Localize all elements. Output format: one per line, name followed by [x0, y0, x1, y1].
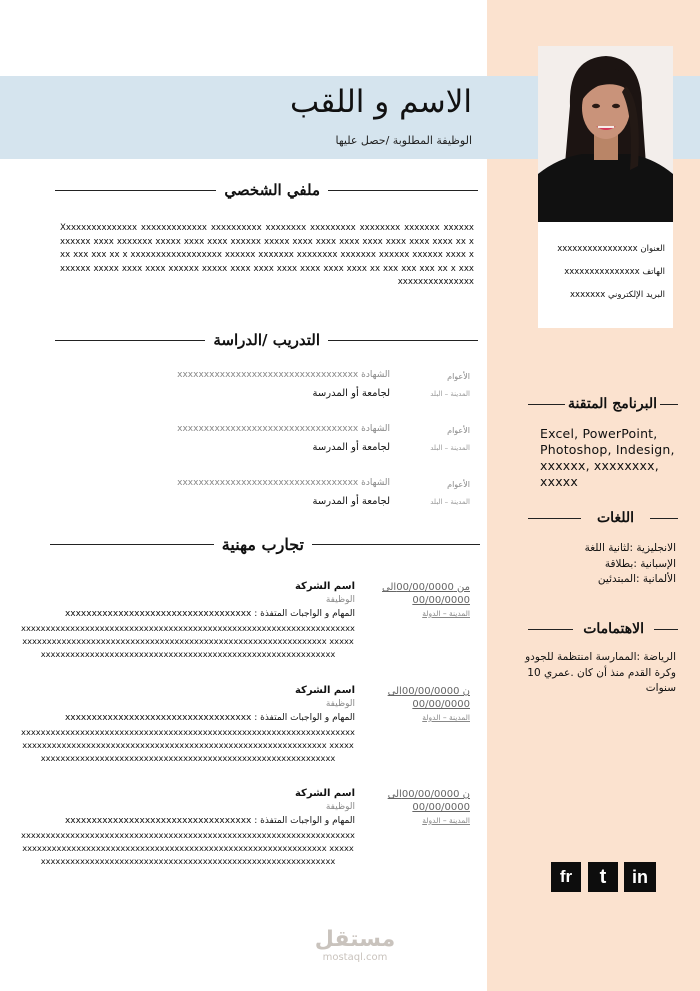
language-item: الإسبانية :بطلاقة: [604, 557, 676, 570]
divider-line: [654, 629, 678, 630]
education-item: [170, 372, 470, 406]
language-item: الألمانية :المبتدئين: [597, 573, 676, 585]
job-dates: [380, 581, 470, 620]
job-to: 00/00/0000: [412, 595, 470, 606]
experience-heading: [50, 535, 480, 554]
languages-heading-label: اللغات: [597, 510, 634, 526]
job-role: الوظيفة: [325, 595, 355, 605]
job-role: الوظيفة: [325, 802, 355, 812]
divider-line: [528, 629, 573, 630]
job-from: من 00/00/0000الى: [382, 582, 470, 593]
divider-line: [312, 544, 480, 545]
languages-list: [560, 541, 676, 588]
job-dates: [380, 685, 470, 724]
job-description: xxxxxxxxxxxxxxxxxxxxxxxxxxxxxxxxxxxxxxxxxxxxxxxxxxxxxxxxxxxxxxxxxxxx xxxxxxxxxxxxxxxxxxxxxxxxxxxxxxxxxxxxxxxxxxxxxxxxxxxxxxxxxxxxxx xxxxxxxxxxxxxxxxxxxxxxxxxxxxxxxxxxxxxxxxxxxxxxxxxxxxxxxxxxxxxxxxx: [21, 830, 355, 867]
edu-school: لجامعة أو المدرسة: [312, 388, 390, 399]
facebook-icon[interactable]: fr: [551, 862, 581, 892]
job-from: ن 00/00/0000الى: [387, 789, 470, 800]
job-from: ن 00/00/0000الى: [387, 686, 470, 697]
education-item: [170, 480, 470, 514]
person-portrait: [538, 46, 673, 222]
job-city: المدينة – الدولة: [422, 713, 470, 722]
job-role: الوظيفة: [325, 699, 355, 709]
education-heading-label: التدريب /الدراسة: [213, 331, 320, 349]
job-to: 00/00/0000: [412, 802, 470, 813]
divider-line: [55, 340, 205, 341]
languages-heading: [528, 510, 678, 526]
edu-city: المدينة – البلد: [430, 444, 470, 452]
profile-heading: [55, 181, 478, 199]
hobbies-heading: [528, 621, 678, 637]
hobbies-text: الرياضة :الممارسة امنتظمة للجودو وكرة القدم منذ أن كان .عمري 10 سنوات: [525, 651, 676, 694]
profile-photo: [538, 46, 673, 222]
edu-school: لجامعة أو المدرسة: [312, 442, 390, 453]
job-description: xxxxxxxxxxxxxxxxxxxxxxxxxxxxxxxxxxxxxxxxxxxxxxxxxxxxxxxxxxxxxxxxxxxx xxxxxxxxxxxxxxxxxxxxxxxxxxxxxxxxxxxxxxxxxxxxxxxxxxxxxxxxxxxxxx xxxxxxxxxxxxxxxxxxxxxxxxxxxxxxxxxxxxxxxxxxxxxxxxxxxxxxxxxxxxxxxxx: [21, 623, 355, 660]
edu-years: الأعوام: [447, 426, 470, 435]
software-heading: [528, 396, 678, 412]
job-dates: [380, 788, 470, 827]
software-heading-label: البرنامج المتقنة: [568, 396, 657, 412]
job-company: اسم الشركة: [294, 581, 355, 592]
profile-card: [538, 46, 673, 328]
edu-years: الأعوام: [447, 480, 470, 489]
language-item: الانجليزية :لثانية اللغة: [584, 542, 676, 554]
profile-text: Xxxxxxxxxxxxxxx xxxxxxxxxxxxx xxxxxxxxxx xxxxxxxx xxxxxxxxx xxxxxxxx xxxxxxx xxxxxx xxxxxx xxxx xxxxxxx xxxxx xxxx xxxx xxxxxx xxxxx xxxx xxxx xxxx xxxx xxxx xxxx xxxx xx xxx xxx xxx xx x xxxxxxxxxxxxxxxxxx xxxxxx xxxxxxx xxxxxxxx xxxxxxx xxxxxx xxxxxx xxxx xxxxxxx xxxxx xxxx xxxx xxxxxx xxxxx xxxx xxxx xxxx xxxx xxxx xxxx xx xxx xxx xxx xx x xxxxxxxxxxxxxxxxxx: [60, 223, 474, 287]
edu-degree: الشهادة xxxxxxxxxxxxxxxxxxxxxxxxxxxxxxxxxx: [177, 478, 390, 488]
job-duties: المهام و الواجبات المتفذة : xxxxxxxxxxxxxxxxxxxxxxxxxxxxxxxxxxx: [64, 609, 355, 619]
divider-line: [528, 404, 565, 405]
contact-info: [540, 244, 665, 313]
experience-item: [20, 788, 480, 888]
edu-city: المدينة – البلد: [430, 498, 470, 506]
job-city: المدينة – الدولة: [422, 816, 470, 825]
email-row: البريد الإلكتروني xxxxxxx: [570, 290, 665, 300]
divider-line: [660, 404, 678, 405]
linkedin-icon[interactable]: in: [624, 862, 656, 892]
experience-item: [20, 581, 480, 681]
edu-city: المدينة – البلد: [430, 390, 470, 398]
edu-school: لجامعة أو المدرسة: [312, 496, 390, 507]
job-duties: المهام و الواجبات المتفذة : xxxxxxxxxxxxxxxxxxxxxxxxxxxxxxxxxxx: [64, 816, 355, 826]
watermark-arabic: مستقل: [314, 927, 396, 952]
edu-degree: الشهادة xxxxxxxxxxxxxxxxxxxxxxxxxxxxxxxxxx: [177, 424, 390, 434]
experience-heading-label: تجارب مهنية: [221, 535, 304, 554]
divider-line: [650, 518, 678, 519]
divider-line: [55, 190, 216, 191]
job-city: المدينة – الدولة: [422, 609, 470, 618]
job-title: الوظيفة المطلوبة /حصل عليها: [335, 134, 472, 147]
education-heading: [55, 331, 478, 349]
divider-line: [328, 340, 478, 341]
job-to: 00/00/0000: [412, 699, 470, 710]
watermark-latin: mostaql.com: [322, 952, 388, 963]
job-company: اسم الشركة: [294, 788, 355, 799]
software-list: Excel, PowerPoint, Photoshop, Indesign, xxxxxx, xxxxxxxx, xxxxx: [540, 426, 675, 489]
edu-years: الأعوام: [447, 372, 470, 381]
address-row: العنوان xxxxxxxxxxxxxxxx: [557, 244, 665, 254]
experience-item: [20, 685, 480, 785]
full-name: الاسم و اللقب: [289, 84, 472, 120]
job-description: xxxxxxxxxxxxxxxxxxxxxxxxxxxxxxxxxxxxxxxxxxxxxxxxxxxxxxxxxxxxxxxxxxxx xxxxxxxxxxxxxxxxxxxxxxxxxxxxxxxxxxxxxxxxxxxxxxxxxxxxxxxxxxxxxx xxxxxxxxxxxxxxxxxxxxxxxxxxxxxxxxxxxxxxxxxxxxxxxxxxxxxxxxxxxxxxxxx: [21, 727, 355, 764]
divider-line: [328, 190, 478, 191]
watermark: [300, 928, 410, 964]
profile-heading-label: ملفي الشخصي: [224, 181, 320, 199]
edu-degree: الشهادة xxxxxxxxxxxxxxxxxxxxxxxxxxxxxxxxxx: [177, 370, 390, 380]
divider-line: [528, 518, 581, 519]
divider-line: [50, 544, 214, 545]
education-item: [170, 426, 470, 460]
job-company: اسم الشركة: [294, 685, 355, 696]
job-duties: المهام و الواجبات المتفذة : xxxxxxxxxxxxxxxxxxxxxxxxxxxxxxxxxxx: [64, 713, 355, 723]
phone-row: الهاتف xxxxxxxxxxxxxxx: [564, 267, 665, 277]
hobbies-heading-label: الاهتمامات: [583, 621, 644, 637]
twitter-icon[interactable]: t: [588, 862, 618, 892]
